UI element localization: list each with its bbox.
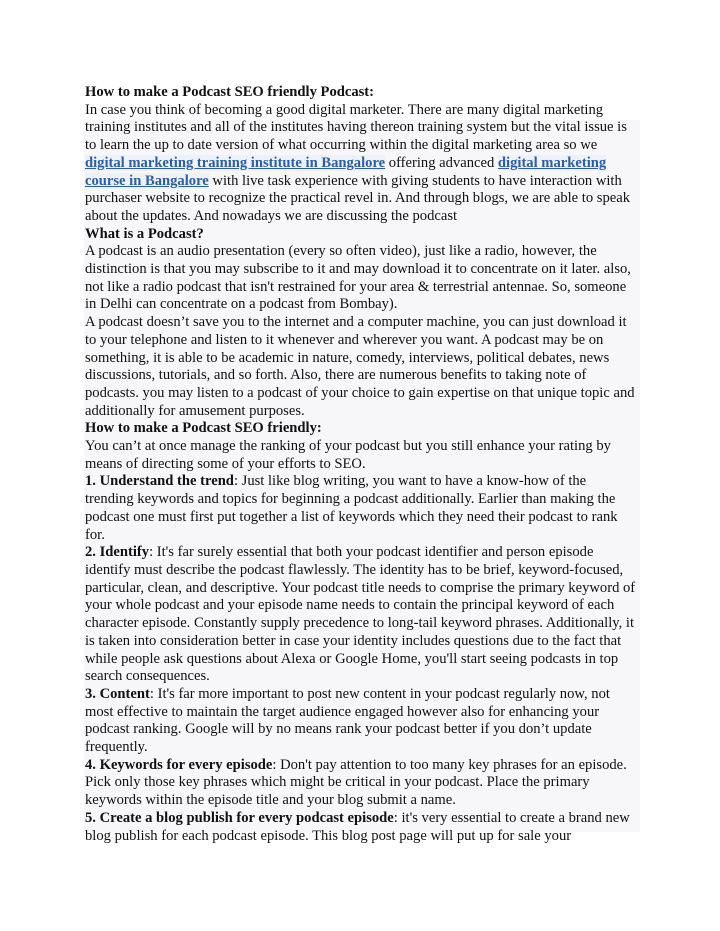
paragraph-podcast-definition: A podcast is an audio presentation (every so often video), just like a radio, however, the distinction is that you may subscribe to it and may download it to concentrate on it later. also, not like a radio podcast that isn't restrained for your area & terrestrial antennae. So, someone in Delhi can concentrate on a podcast from Bombay). (85, 243, 631, 313)
item-title: 5. Create a blog publish for every podcast episode (85, 809, 394, 826)
paragraph-seo-intro: You can’t at once manage the ranking of your podcast but you still enhance your rating by means of directing some of your efforts to SEO. (85, 438, 611, 472)
intro-text-3: with live task experience with giving students to have interaction with purchaser website to recognize the practical revel in. And through blogs, we are able to speak about the updates. And nowadays we are discussing the podcast (85, 172, 631, 224)
list-item (85, 473, 637, 544)
item-text: : It's far more important to post new content in your podcast regularly now, not most effective to maintain the target audience engaged however also for enhancing your podcast ranking. Google will by no means rank your podcast better if you don’t update frequently. (85, 685, 610, 756)
item-title: 3. Content (85, 685, 150, 702)
link-marketing-course[interactable]: digital marketing course in Bangalore (85, 154, 607, 189)
intro-paragraph (85, 102, 637, 226)
heading-seo-friendly-podcast: How to make a Podcast SEO friendly Podcast: (85, 84, 375, 100)
item-title: 1. Understand the trend (85, 473, 234, 490)
list-item (85, 686, 637, 757)
item-text: : Don't pay attention to too many key phrases for an episode. Pick only those key phrases which might be critical in your podcast. Place the primary keywords within the episode title and your blog submit a name. (85, 756, 627, 809)
item-text: : Just like blog writing, you want to have a know-how of the trending keywords and topics for beginning a podcast additionally. Earlier than making the podcast one must first put together a list of keywords which they need their podcast to rank for. (85, 473, 618, 543)
list-item (85, 757, 637, 810)
item-text: : it's very essential to create a brand new blog publish for each podcast episode. This blog post page will put up for sale your (85, 809, 630, 844)
heading-what-is-podcast: What is a Podcast? (85, 225, 204, 242)
item-text: : It's far surely essential that both your podcast identifier and person episode identify must describe the podcast flawlessly. The identity has to be brief, keyword-focused, particular, clean, and descriptive. Your podcast title needs to comprise the primary keyword of your whole podcast and your episode name needs to contain the principal keyword of each character episode. Constantly supply precedence to long-tail keyword phrases. Additionally, it is taken into consideration better in case your identity includes questions due to the fact that while people ask questions about Alexa or Google Home, you'll start seeing podcasts in top search consequences. (85, 544, 636, 685)
list-item (85, 810, 637, 845)
item-title: 4. Keywords for every episode (85, 756, 273, 773)
intro-text-1: In case you think of becoming a good digital marketer. There are many digital marketing training institutes and all of the institutes having thereon training system but the vital issue is to learn the up to date version of what occurring within the digital marketing area so we (85, 101, 627, 154)
link-training-institute[interactable]: digital marketing training institute in Bangalore (85, 154, 386, 171)
paragraph-podcast-benefits: A podcast doesn’t save you to the internet and a computer machine, you can just download it to your telephone and listen to it whenever and wherever you want. A podcast may be on something, it is able to be academic in nature, comedy, interviews, political debates, news discussions, tutorials, and so forth. Also, there are numerous benefits to taking note of podcasts. you may listen to a podcast of your choice to gain expertise on that unique topic and additionally for amusement purposes. (85, 314, 635, 419)
heading-seo-friendly: How to make a Podcast SEO friendly: (85, 420, 322, 437)
document-page (85, 84, 637, 845)
document-body (85, 84, 637, 845)
item-title: 2. Identify (85, 544, 150, 561)
list-item (85, 544, 637, 686)
intro-text-2: offering advanced (385, 154, 498, 171)
